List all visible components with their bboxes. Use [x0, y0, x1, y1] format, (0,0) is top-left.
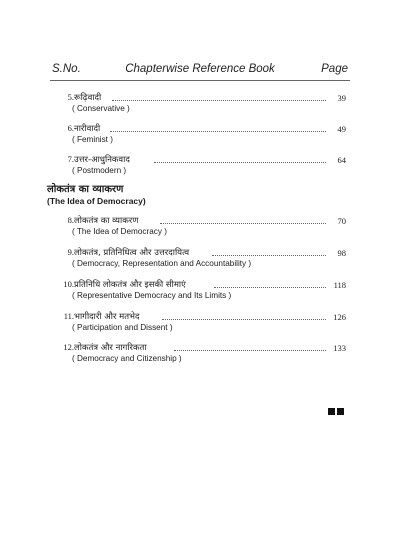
entry-title: भागीदारी और मतभेद — [74, 312, 140, 322]
dot-leader — [112, 100, 326, 101]
entry-page: 64 — [337, 155, 346, 165]
entry-number: 6. — [67, 123, 74, 133]
entry-page: 98 — [337, 248, 346, 258]
dot-leader — [160, 223, 326, 224]
entry-page: 70 — [337, 216, 346, 226]
entry-number: 12. — [63, 342, 74, 352]
entry-subtitle: ( The Idea of Democracy ) — [72, 227, 167, 236]
entry-subtitle: ( Participation and Dissent ) — [72, 323, 173, 332]
entry-page: 126 — [333, 312, 346, 322]
entry-number: 7. — [67, 154, 74, 164]
sno-column-label: S.No. — [52, 63, 81, 75]
entry-subtitle: ( Democracy and Citizenship ) — [72, 354, 182, 363]
entry-number: 8. — [67, 215, 74, 225]
dot-leader — [162, 319, 326, 320]
entry-title: उत्तर-आधुनिकवाद — [74, 155, 130, 165]
entry-title: लोकतंत्र और नागरिकता — [74, 343, 147, 353]
dot-leader — [110, 131, 326, 132]
entry-page: 118 — [333, 280, 346, 290]
entry-subtitle: ( Postmodern ) — [72, 166, 127, 175]
book-title: Chapterwise Reference Book — [125, 63, 275, 75]
header-rule — [50, 80, 350, 81]
entry-number: 11. — [63, 311, 74, 321]
entry-subtitle: ( Representative Democracy and Its Limits ) — [72, 291, 232, 300]
entry-title: लोकतंत्र का व्याकरण — [74, 216, 139, 226]
entry-number: 9. — [67, 247, 74, 257]
dot-leader — [212, 255, 326, 256]
entry-page: 133 — [333, 343, 346, 353]
section-heading-english: (The Idea of Democracy) — [47, 196, 146, 206]
page-header — [52, 63, 348, 79]
section-heading-hindi: लोकतंत्र का व्याकरण — [47, 184, 124, 195]
entry-number: 10. — [63, 279, 74, 289]
page-column-label: Page — [321, 63, 348, 75]
entry-title: प्रतिनिधि लोकतंत्र और इसकी सीमाएं — [74, 280, 186, 290]
entry-number: 5. — [67, 92, 74, 102]
entry-subtitle: ( Conservative ) — [72, 104, 130, 113]
entry-subtitle: ( Democracy, Representation and Accountability ) — [72, 259, 252, 268]
end-square-icon — [337, 408, 344, 415]
end-square-icon — [328, 408, 335, 415]
entry-title: नारीवादी — [74, 124, 101, 134]
entry-title: लोकतंत्र, प्रतिनिधित्व और उत्तरदायित्व — [74, 248, 190, 258]
dot-leader — [154, 162, 326, 163]
entry-page: 49 — [337, 124, 346, 134]
entry-subtitle: ( Feminist ) — [72, 135, 113, 144]
dot-leader — [174, 350, 326, 351]
dot-leader — [214, 287, 326, 288]
entry-page: 39 — [337, 93, 346, 103]
end-marks — [328, 402, 346, 420]
entry-title: रूढ़िवादी — [74, 93, 102, 103]
